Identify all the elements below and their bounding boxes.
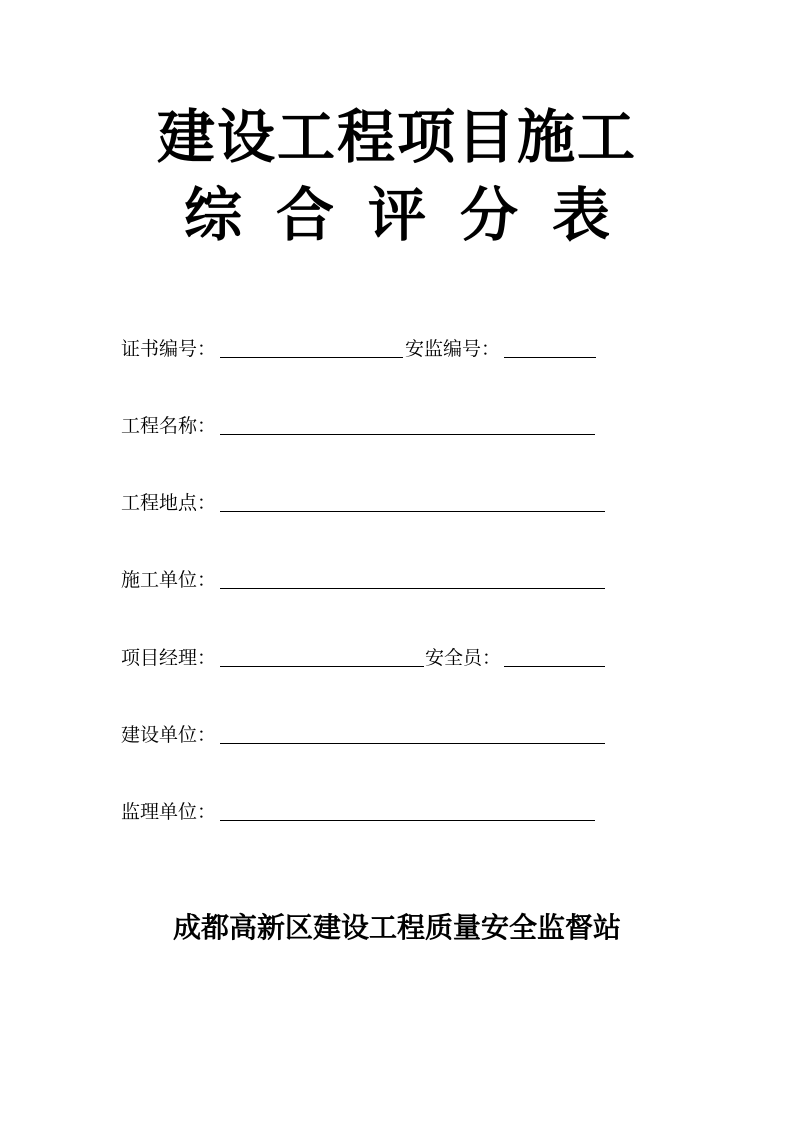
project-manager-label: 项目经理： [121,647,217,669]
document-title-line2: 综合评分表 [183,181,644,249]
construction-unit-field[interactable] [220,588,605,589]
owner-unit-field[interactable] [220,743,605,744]
safety-officer-field[interactable] [504,666,605,667]
safety-number-field[interactable] [504,357,596,358]
certificate-number-label: 证书编号： [121,338,217,360]
owner-unit-label: 建设单位： [121,724,217,746]
document-title-line1: 建设工程项目施工 [156,103,637,171]
project-location-label: 工程地点： [121,492,217,514]
project-manager-field[interactable] [220,666,424,667]
construction-unit-label: 施工单位： [121,569,217,591]
safety-number-label: 安监编号： [405,338,501,360]
certificate-number-field[interactable] [220,357,403,358]
project-location-field[interactable] [220,511,605,512]
supervision-unit-field[interactable] [220,820,595,821]
supervision-unit-label: 监理单位： [121,801,217,823]
issuing-organization: 成都高新区建设工程质量安全监督站 [172,911,621,944]
safety-officer-label: 安全员： [425,647,502,669]
project-name-field[interactable] [220,434,595,435]
project-name-label: 工程名称： [121,415,217,437]
